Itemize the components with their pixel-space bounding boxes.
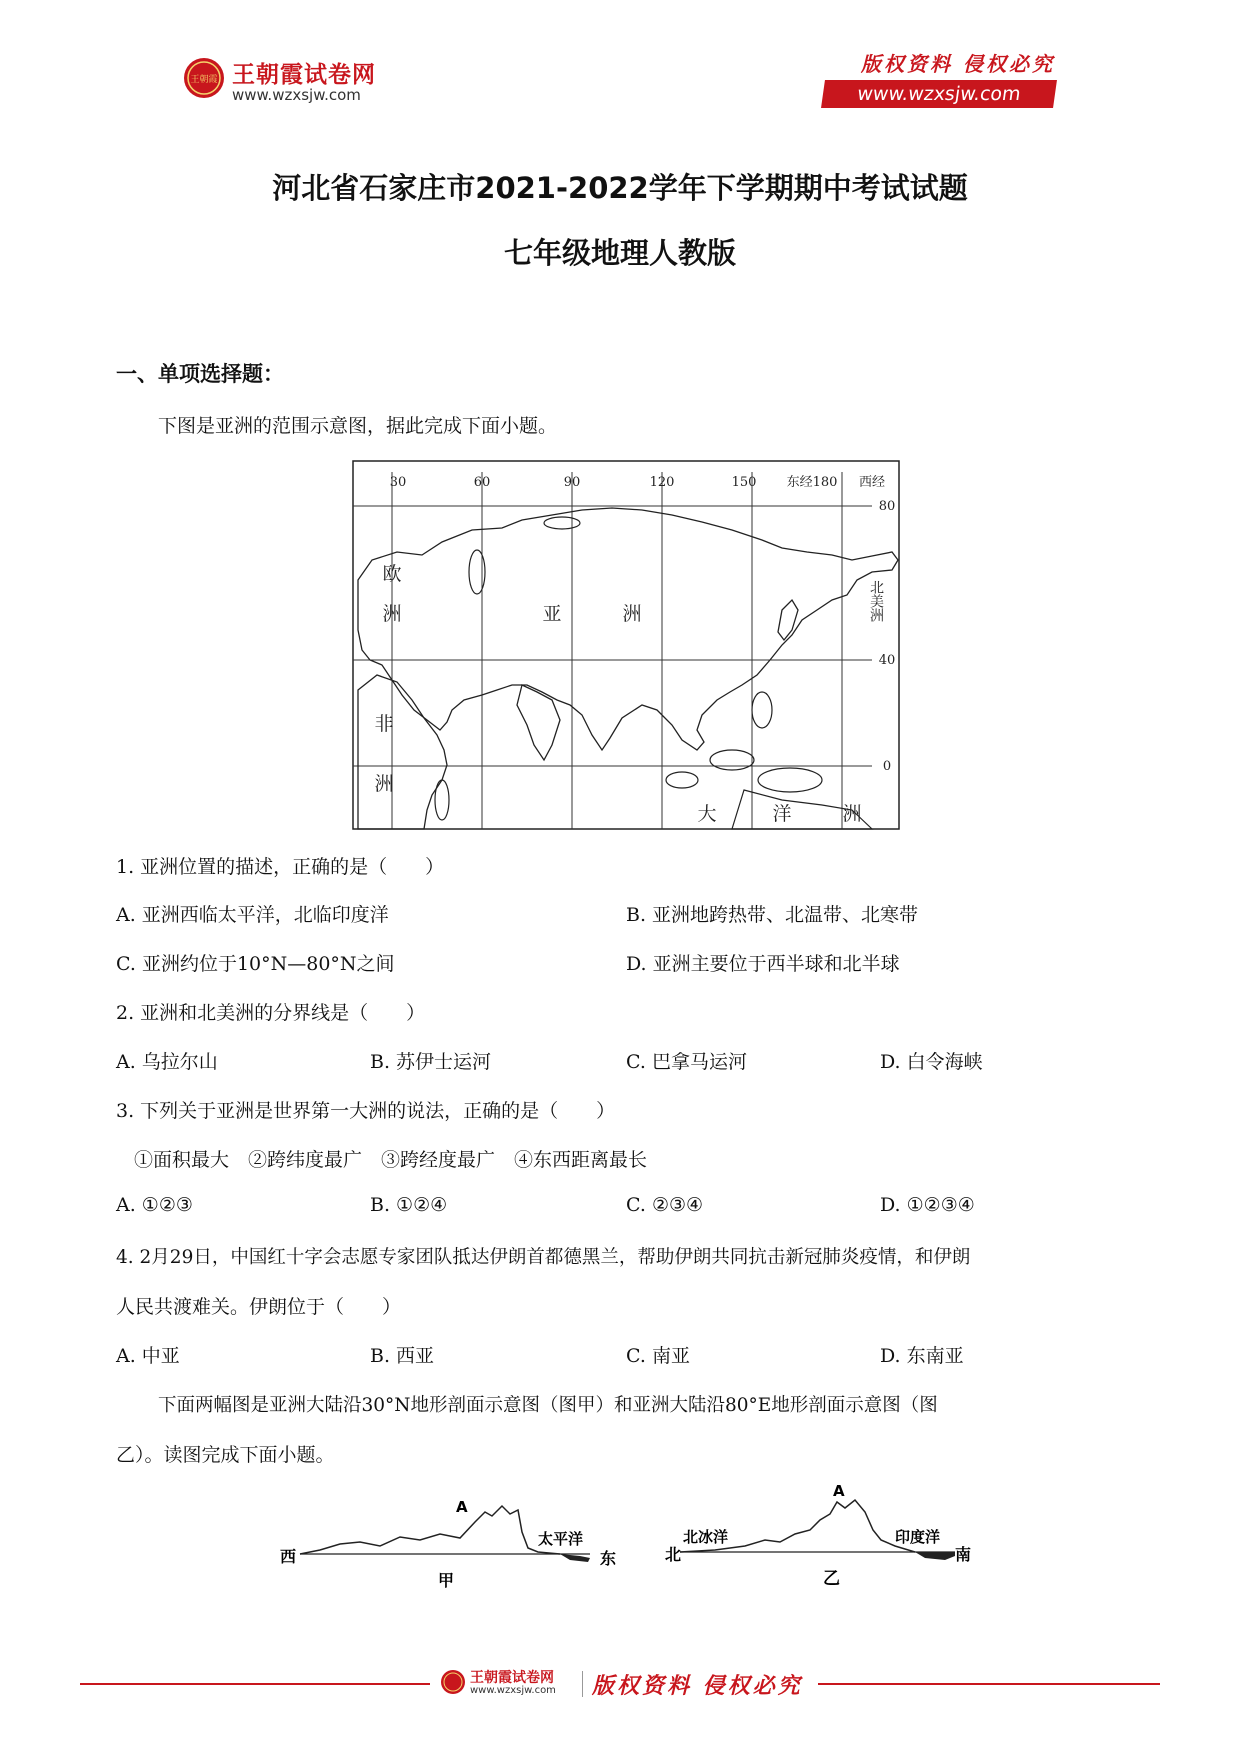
profile-yi bbox=[655, 1480, 985, 1590]
question-2-stem: 2. 亚洲和北美洲的分界线是（ ） bbox=[116, 1002, 426, 1024]
map-label-asia-1: 亚 bbox=[542, 603, 562, 625]
map-label-africa-2: 洲 bbox=[374, 773, 394, 795]
profile-intro-line1: 下面两幅图是亚洲大陆沿30°N地形剖面示意图（图甲）和亚洲大陆沿80°E地形剖面示意图（图 bbox=[158, 1395, 938, 1416]
map-lat-80: 80 bbox=[878, 499, 896, 514]
footer-divider-left bbox=[80, 1683, 430, 1685]
page-subtitle: 七年级地理人教版 bbox=[503, 236, 736, 270]
profile-intro-line2: 乙）。读图完成下面小题。 bbox=[116, 1444, 335, 1466]
seal-icon bbox=[182, 56, 226, 100]
brand-name: 王朝霞试卷网 bbox=[232, 62, 376, 88]
profile-jia-west: 西 bbox=[280, 1547, 297, 1566]
map-label-oceania-2: 洋 bbox=[772, 803, 792, 825]
profile-jia-terrain bbox=[300, 1506, 560, 1554]
asia-map bbox=[352, 460, 900, 830]
map-lon-60: 60 bbox=[473, 475, 491, 490]
map-label-oceania-3: 洲 bbox=[842, 803, 862, 825]
map-west-label: 西经 bbox=[858, 475, 886, 490]
question-3-option-c[interactable]: C. ②③④ bbox=[626, 1194, 704, 1216]
brand-url[interactable]: www.wzxsjw.com bbox=[232, 86, 361, 104]
profile-jia-east: 东 bbox=[600, 1549, 617, 1568]
map-label-europe-2: 洲 bbox=[382, 603, 402, 625]
question-4-stem-line1: 4. 2月29日，中国红十字会志愿专家团队抵达伊朗首都德黑兰，帮助伊朗共同抗击新冠肺炎疫情，和伊朗 bbox=[116, 1247, 971, 1268]
question-2-option-d[interactable]: D. 白令海峡 bbox=[880, 1051, 983, 1073]
question-1-option-b[interactable]: B. 亚洲地跨热带、北温带、北寒带 bbox=[626, 904, 919, 926]
profile-jia-peak: A bbox=[456, 1498, 468, 1516]
footer-logo bbox=[440, 1667, 810, 1701]
map-lon-90: 90 bbox=[563, 475, 581, 490]
map-label-oceania-1: 大 bbox=[697, 803, 717, 825]
seal-text: 王朝霞 bbox=[190, 75, 218, 85]
question-3-option-b[interactable]: B. ①②④ bbox=[370, 1194, 448, 1216]
map-lon-30: 30 bbox=[389, 475, 407, 490]
section-intro: 下图是亚洲的范围示意图，据此完成下面小题。 bbox=[158, 415, 558, 437]
header-logo bbox=[182, 54, 402, 110]
question-4-stem-line2: 人民共渡难关。伊朗位于（ ） bbox=[116, 1296, 402, 1318]
copyright-url[interactable]: www.wzxsjw.com bbox=[821, 80, 1057, 108]
question-4-option-c[interactable]: C. 南亚 bbox=[626, 1345, 690, 1367]
question-4-option-b[interactable]: B. 西亚 bbox=[370, 1345, 435, 1367]
footer-divider-right bbox=[818, 1683, 1160, 1685]
profile-jia bbox=[270, 1492, 630, 1592]
footer-brand-url[interactable]: www.wzxsjw.com bbox=[470, 1685, 556, 1696]
question-4-option-d[interactable]: D. 东南亚 bbox=[880, 1345, 964, 1367]
footer-brand-name: 王朝霞试卷网 bbox=[470, 1670, 554, 1686]
profile-yi-ocean-north: 北冰洋 bbox=[683, 1528, 729, 1546]
question-3-stem: 3. 下列关于亚洲是世界第一大洲的说法，正确的是（ ） bbox=[116, 1100, 616, 1122]
question-1-option-d[interactable]: D. 亚洲主要位于西半球和北半球 bbox=[626, 953, 900, 975]
map-lon-120: 120 bbox=[649, 475, 675, 490]
question-1-option-a[interactable]: A. 亚洲西临太平洋，北临印度洋 bbox=[116, 904, 389, 926]
question-4-option-a[interactable]: A. 中亚 bbox=[116, 1345, 180, 1367]
map-lon-180: 东经180 bbox=[786, 475, 838, 490]
footer-separator bbox=[582, 1671, 583, 1697]
question-3-sub: ①面积最大 ②跨纬度最广 ③跨经度最广 ④东西距离最长 bbox=[134, 1149, 648, 1171]
question-1-option-c[interactable]: C. 亚洲约位于10°N—80°N之间 bbox=[116, 953, 395, 975]
question-3-option-d[interactable]: D. ①②③④ bbox=[880, 1194, 975, 1216]
profile-yi-ocean-floor bbox=[915, 1552, 955, 1560]
profile-jia-ocean: 太平洋 bbox=[538, 1530, 584, 1548]
question-3-option-a[interactable]: A. ①②③ bbox=[116, 1194, 193, 1216]
map-lon-150: 150 bbox=[731, 475, 757, 490]
footer-copyright: 版权资料 侵权必究 bbox=[592, 1673, 803, 1699]
profile-jia-name: 甲 bbox=[438, 1571, 455, 1590]
copyright-text: 版权资料 侵权必究 bbox=[861, 52, 1055, 76]
map-label-asia-2: 洲 bbox=[622, 603, 642, 625]
profile-jia-trench bbox=[560, 1554, 590, 1562]
question-2-option-c[interactable]: C. 巴拿马运河 bbox=[626, 1051, 747, 1073]
footer-seal-icon bbox=[440, 1669, 466, 1695]
header-copyright bbox=[815, 48, 1055, 112]
profile-yi-peak: A bbox=[833, 1482, 845, 1500]
profile-yi-south: 南 bbox=[955, 1545, 972, 1564]
profile-yi-ocean-south: 印度洋 bbox=[895, 1528, 941, 1546]
profile-yi-north: 北 bbox=[665, 1545, 682, 1564]
section-heading: 一、单项选择题： bbox=[116, 362, 284, 386]
map-label-africa-1: 非 bbox=[374, 713, 394, 735]
question-2-option-b[interactable]: B. 苏伊士运河 bbox=[370, 1051, 492, 1073]
question-1-stem: 1. 亚洲位置的描述，正确的是（ ） bbox=[116, 856, 445, 878]
profile-yi-name: 乙 bbox=[823, 1569, 840, 1589]
page-title: 河北省石家庄市2021-2022学年下学期期中考试试题 bbox=[272, 171, 968, 205]
map-label-north-america: 北美洲 bbox=[868, 580, 884, 622]
map-lat-0: 0 bbox=[882, 759, 892, 774]
question-2-option-a[interactable]: A. 乌拉尔山 bbox=[116, 1051, 218, 1073]
map-lat-40: 40 bbox=[878, 653, 896, 668]
map-label-europe-1: 欧 bbox=[382, 563, 402, 585]
